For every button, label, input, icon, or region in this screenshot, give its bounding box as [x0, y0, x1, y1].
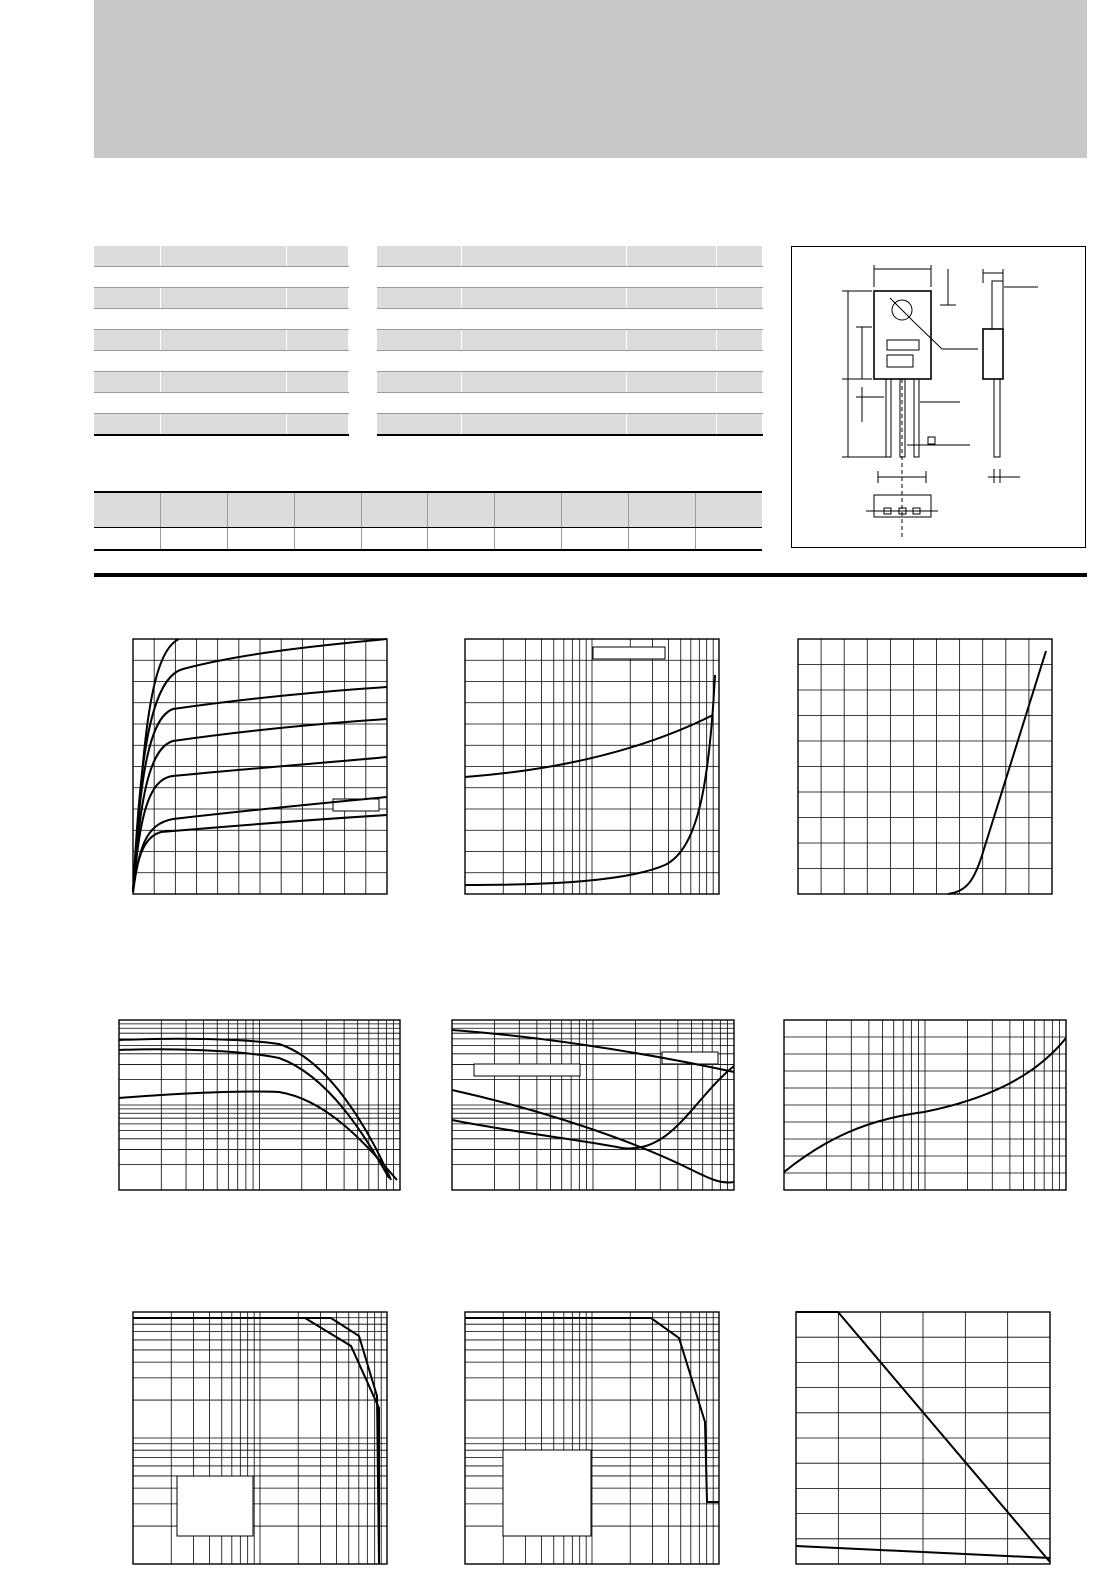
characteristics-table-cell — [626, 414, 716, 436]
characteristics-table-cell — [377, 288, 461, 309]
characteristics-table-row — [377, 309, 762, 330]
characteristics-table-cell — [461, 288, 626, 309]
hfe-rank-cell — [94, 492, 161, 528]
ratings-table-cell — [160, 246, 286, 267]
ratings-table-cell — [160, 372, 286, 393]
chart-9 — [796, 1312, 1050, 1564]
curve — [948, 651, 1046, 894]
hfe-rank-cell — [562, 528, 629, 551]
hfe-rank-cell — [695, 492, 762, 528]
hfe-rank-cell — [161, 528, 228, 551]
characteristics-table-row — [377, 351, 762, 372]
hfe-rank-cell — [361, 528, 428, 551]
hfe-rank-cell — [628, 528, 695, 551]
characteristics-table-row — [377, 246, 762, 267]
ratings-table-cell — [160, 267, 286, 288]
ratings-table-cell — [94, 267, 160, 288]
ratings-table-cell — [160, 393, 286, 414]
characteristics-table-cell — [716, 393, 762, 414]
hfe-rank-cell — [495, 492, 562, 528]
legend-box — [474, 1064, 580, 1076]
hfe-rank-cell — [228, 528, 295, 551]
characteristics-table-row — [377, 267, 762, 288]
characteristics-table-cell — [626, 309, 716, 330]
hfe-rank-cell — [294, 528, 361, 551]
ratings-table-row — [94, 393, 348, 414]
ratings-table-cell — [286, 309, 348, 330]
characteristics-table-cell — [377, 393, 461, 414]
ratings-table-cell — [160, 309, 286, 330]
hfe-rank-cell — [228, 492, 295, 528]
characteristics-table-cell — [626, 267, 716, 288]
characteristics-table-cell — [461, 414, 626, 436]
characteristics-table-cell — [377, 372, 461, 393]
characteristics-table-cell — [626, 372, 716, 393]
gridlines — [119, 1020, 400, 1190]
ratings-table-row — [94, 267, 348, 288]
characteristics-table-cell — [461, 246, 626, 267]
section-divider — [94, 573, 1087, 577]
characteristics-table-cell — [626, 246, 716, 267]
chart-6 — [784, 1020, 1066, 1190]
legend-box — [593, 647, 665, 659]
hfe-rank-cell — [695, 528, 762, 551]
characteristics-table-row — [377, 372, 762, 393]
hfe-rank-cell — [361, 492, 428, 528]
hfe-rank-cell — [628, 492, 695, 528]
ratings-table-row — [94, 246, 348, 267]
characteristics-table-cell — [716, 246, 762, 267]
ratings-table-cell — [94, 288, 160, 309]
ratings-table-cell — [286, 267, 348, 288]
ratings-table-cell — [160, 288, 286, 309]
characteristics-table-cell — [626, 351, 716, 372]
ratings-table-row — [94, 351, 348, 372]
hfe-rank-table — [94, 491, 762, 551]
ratings-table-cell — [94, 414, 160, 436]
characteristics-table-cell — [716, 414, 762, 436]
ratings-table-cell — [94, 330, 160, 351]
characteristics-table-cell — [716, 372, 762, 393]
package-outline-box — [791, 246, 1086, 548]
ratings-table-row — [94, 414, 348, 436]
chart-2 — [465, 639, 719, 894]
ratings-table-cell — [94, 351, 160, 372]
characteristics-table-cell — [461, 393, 626, 414]
characteristics-table-cell — [461, 309, 626, 330]
characteristics-table-cell — [461, 372, 626, 393]
ratings-table-cell — [94, 372, 160, 393]
gridlines — [465, 639, 719, 894]
hfe-rank-cell — [428, 528, 495, 551]
ratings-table — [94, 246, 349, 436]
legend-box — [503, 1450, 591, 1536]
ratings-table-cell — [286, 414, 348, 436]
hfe-rank-cell — [161, 492, 228, 528]
characteristics-table-cell — [626, 330, 716, 351]
characteristics-table-cell — [461, 351, 626, 372]
gridlines — [798, 639, 1052, 894]
ratings-table-row — [94, 372, 348, 393]
chart-4 — [119, 1020, 400, 1190]
characteristics-table — [377, 246, 763, 436]
characteristics-table-cell — [461, 330, 626, 351]
characteristics-table-cell — [377, 309, 461, 330]
ratings-table-row — [94, 288, 348, 309]
chart-8 — [465, 1312, 719, 1564]
hfe-rank-cell — [94, 528, 161, 551]
hfe-rank-cell — [428, 492, 495, 528]
gridlines — [796, 1312, 1050, 1564]
characteristics-table-cell — [626, 393, 716, 414]
ratings-table-cell — [286, 330, 348, 351]
gridlines — [784, 1020, 1066, 1190]
package-outline-drawing — [792, 247, 1087, 549]
characteristics-table-cell — [377, 246, 461, 267]
characteristics-table-cell — [716, 330, 762, 351]
characteristics-table-row — [377, 288, 762, 309]
ratings-table-cell — [286, 288, 348, 309]
legend-box — [177, 1476, 253, 1536]
ratings-table-cell — [286, 393, 348, 414]
curve — [465, 675, 715, 885]
hfe-rank-cell — [562, 492, 629, 528]
curve — [119, 1039, 391, 1180]
ratings-table-row — [94, 309, 348, 330]
curve — [119, 1049, 389, 1178]
chart-7 — [133, 1312, 387, 1564]
ratings-table-row — [94, 330, 348, 351]
curve — [133, 1318, 379, 1564]
ratings-table-cell — [94, 246, 160, 267]
chart-5 — [452, 1020, 734, 1190]
ratings-table-cell — [160, 351, 286, 372]
characteristics-table-cell — [716, 351, 762, 372]
chart-3 — [798, 639, 1052, 894]
hfe-rank-cell — [294, 492, 361, 528]
ratings-table-cell — [160, 330, 286, 351]
ratings-table-cell — [94, 309, 160, 330]
characteristics-table-cell — [377, 351, 461, 372]
characteristics-table-cell — [461, 267, 626, 288]
ratings-table-cell — [286, 246, 348, 267]
ratings-table-cell — [94, 393, 160, 414]
hfe-rank-row — [94, 528, 762, 551]
characteristics-table-cell — [716, 309, 762, 330]
gridlines — [133, 1312, 387, 1564]
characteristics-table-cell — [716, 288, 762, 309]
chart-1 — [133, 639, 387, 894]
characteristics-table-cell — [377, 414, 461, 436]
characteristics-table-row — [377, 414, 762, 436]
ratings-table-cell — [160, 414, 286, 436]
characteristics-table-row — [377, 393, 762, 414]
characteristics-table-cell — [716, 267, 762, 288]
header-band — [94, 0, 1087, 158]
characteristics-table-cell — [626, 288, 716, 309]
hfe-rank-row — [94, 492, 762, 528]
hfe-rank-cell — [495, 528, 562, 551]
characteristics-table-cell — [377, 267, 461, 288]
ratings-table-cell — [286, 351, 348, 372]
ratings-table-cell — [286, 372, 348, 393]
characteristics-table-row — [377, 330, 762, 351]
curve — [133, 1318, 379, 1564]
characteristics-table-cell — [377, 330, 461, 351]
